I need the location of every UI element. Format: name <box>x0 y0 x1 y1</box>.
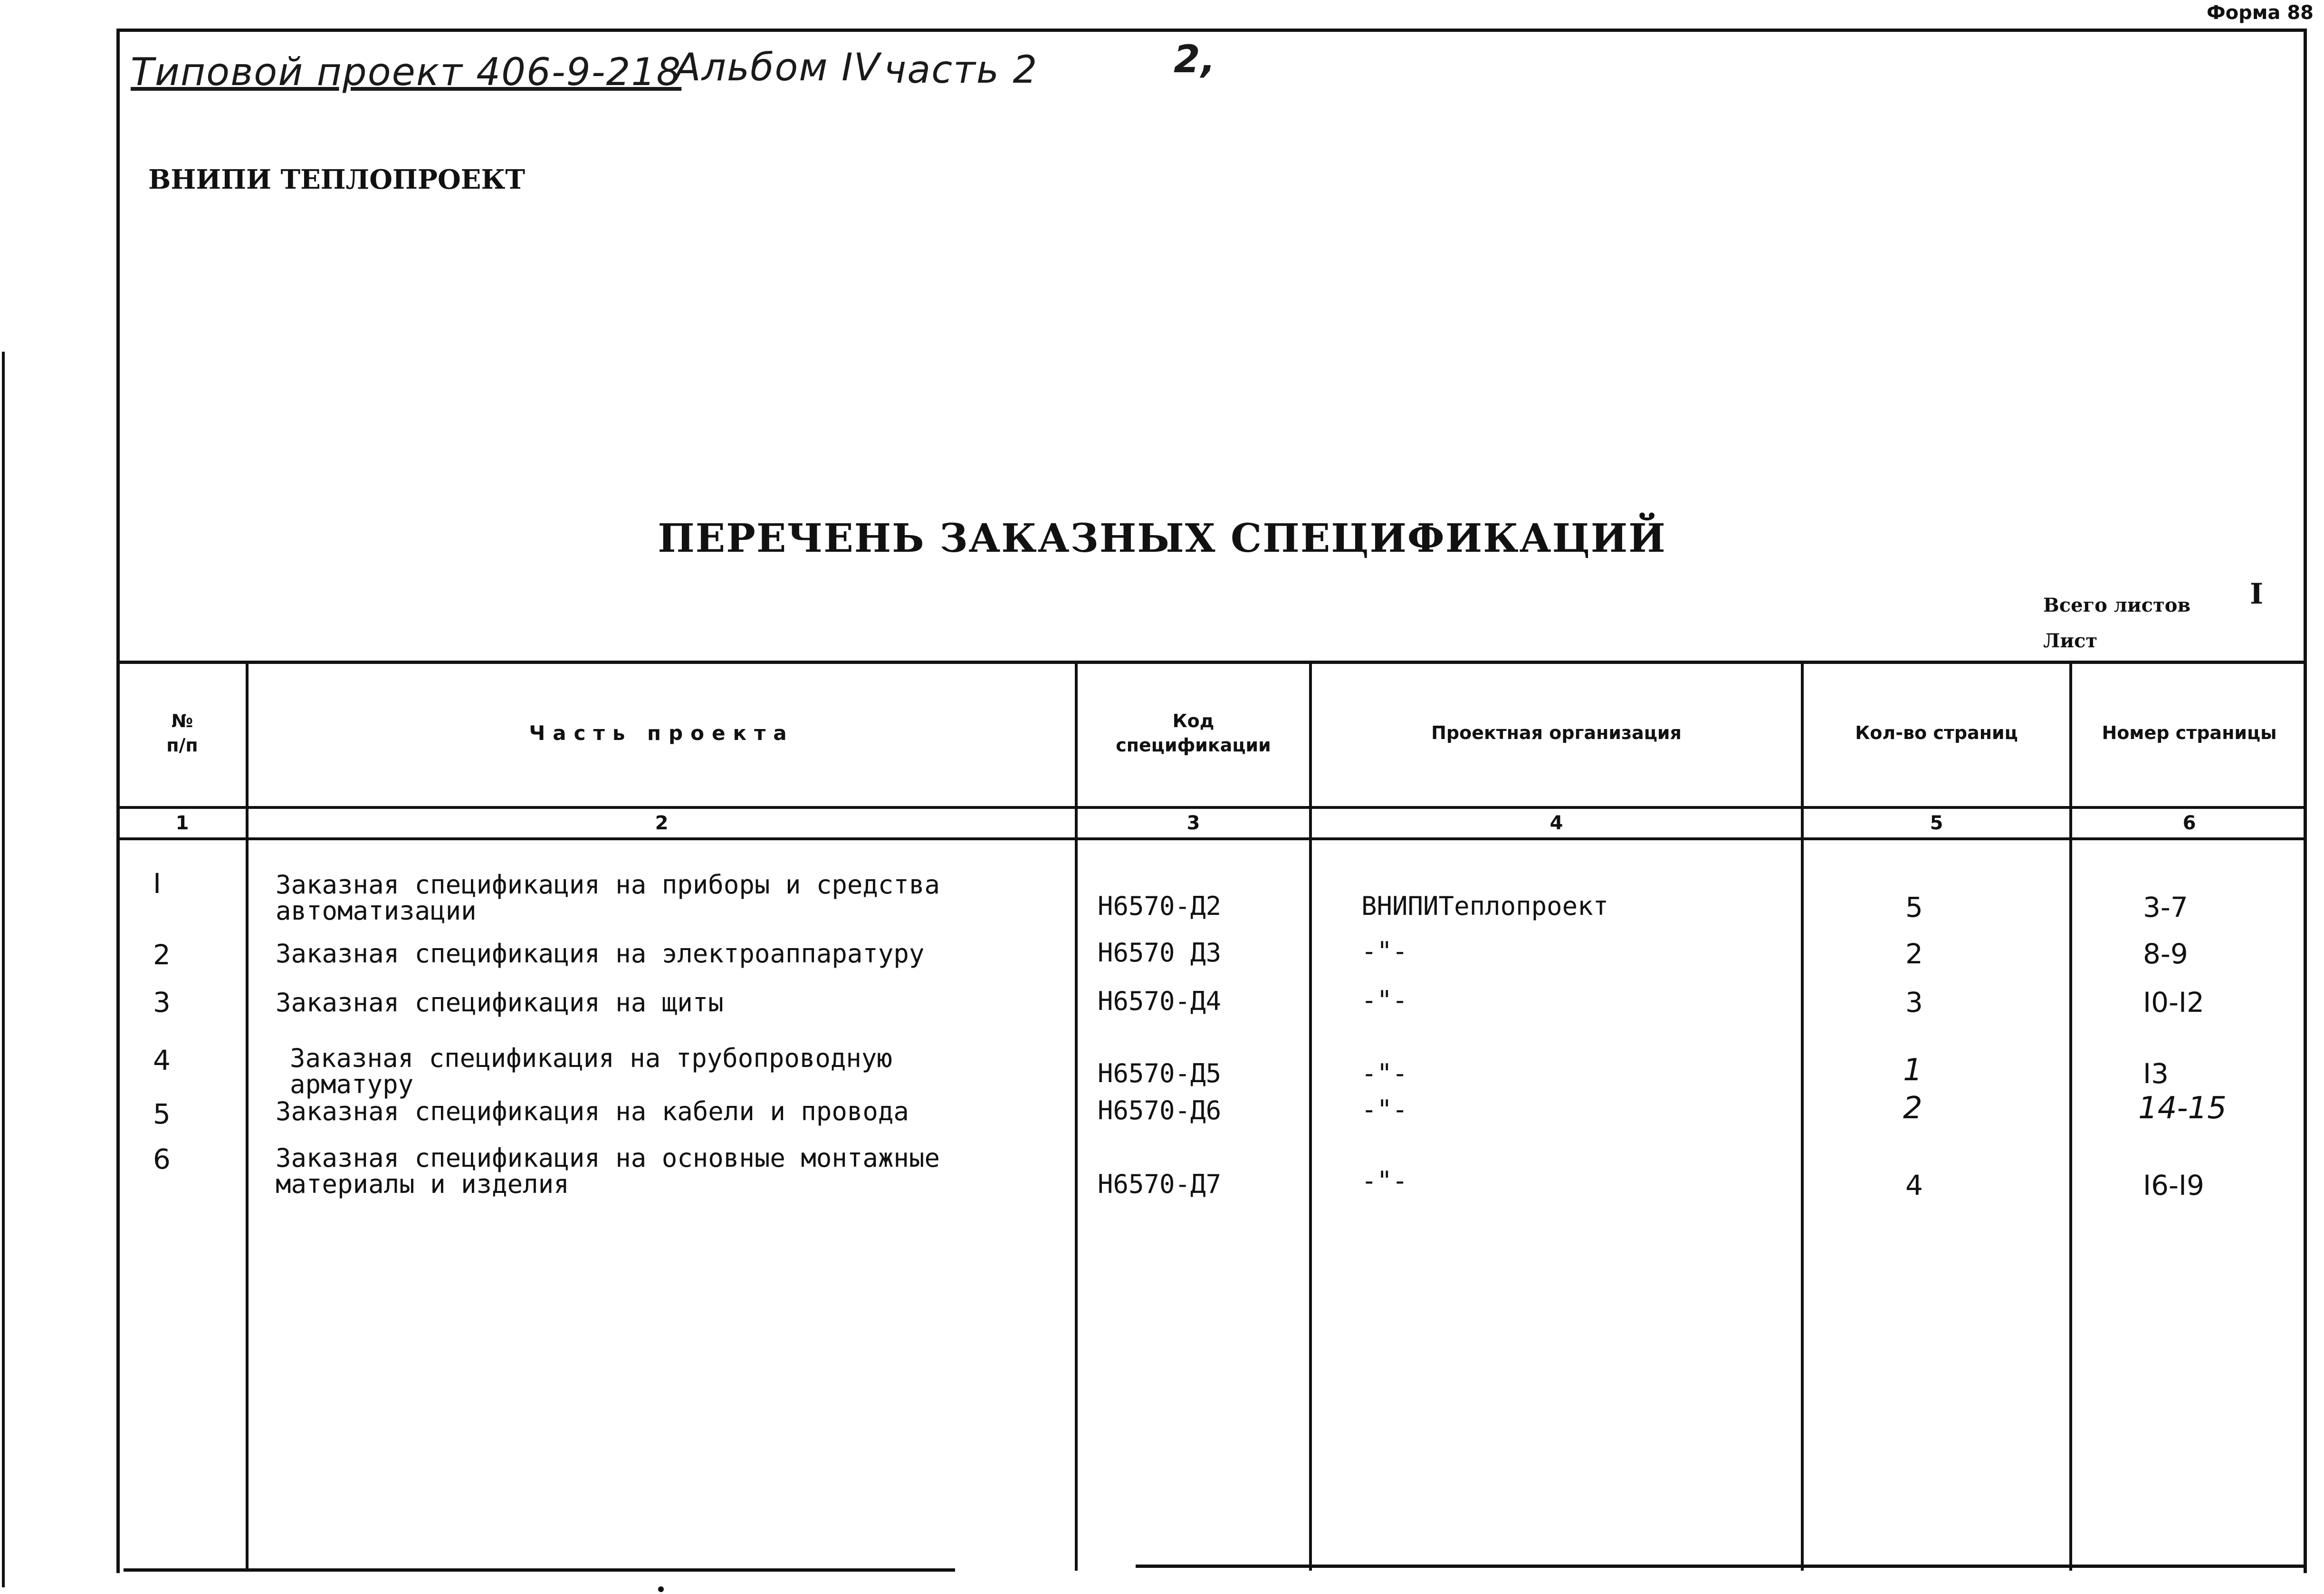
handwritten-project-id: Типовой проект 406-9-218 <box>131 50 682 94</box>
handwritten-album: Альбом IV <box>675 45 881 89</box>
table-row-part: Заказная спецификация на приборы и средства <box>276 870 940 900</box>
table-row-page-num: 8-9 <box>2143 938 2188 970</box>
table-row-pages: 4 <box>1905 1169 1923 1201</box>
table-row-code: Н6570-Д6 <box>1098 1095 1222 1125</box>
table-row-org: -"- <box>1361 1095 1408 1124</box>
table-row-code: Н6570-Д5 <box>1098 1058 1222 1088</box>
table-row-part: Заказная спецификация на электроаппаратуру <box>276 939 925 969</box>
column-number: 4 <box>1549 812 1563 834</box>
header-pages: Кол-во страниц <box>1855 722 2018 744</box>
table-row-org: -"- <box>1361 1166 1408 1196</box>
table-row-page-num: 14-15 <box>2138 1091 2227 1126</box>
table-row-pages: 1 <box>1903 1053 1922 1088</box>
specifications-table <box>119 661 2306 1571</box>
table-row-org: -"- <box>1361 936 1408 966</box>
table-row-part: Заказная спецификация на основные монтажные <box>276 1143 940 1173</box>
table-row-num: I <box>153 867 162 900</box>
table-row-code: Н6570-Д4 <box>1098 986 1222 1016</box>
table-row-pages: 2 <box>1905 938 1923 970</box>
handwritten-part: часть 2 <box>884 48 1038 92</box>
column-number: 1 <box>175 812 189 834</box>
table-row-part-cont: автоматизации <box>276 896 477 926</box>
table-row-num: 3 <box>153 986 171 1018</box>
handwritten-number: 2, <box>1174 37 1217 81</box>
table-row-page-num: I0-I2 <box>2143 986 2204 1018</box>
table-row-num: 2 <box>153 939 171 971</box>
table-row-org: -"- <box>1361 985 1408 1015</box>
organization-name: ВНИПИ ТЕПЛОПРОЕКТ <box>148 164 526 195</box>
header-num: № п/п <box>166 710 198 756</box>
table-row-part: Заказная спецификация на трубопроводную <box>290 1043 892 1073</box>
column-number: 2 <box>655 812 669 834</box>
header-code: Код спецификации <box>1116 710 1271 756</box>
table-row-part-cont: арматуру <box>290 1069 414 1099</box>
header-org: Проектная организация <box>1431 722 1682 744</box>
header-page-num: Номер страницы <box>2102 722 2277 744</box>
table-row-part: Заказная спецификация на кабели и провода <box>276 1096 909 1126</box>
sheets-total-label: Всего листов <box>2043 594 2191 616</box>
sheet-label: Лист <box>2043 630 2098 652</box>
column-number: 5 <box>1930 812 1943 834</box>
table-row-page-num: 3-7 <box>2143 891 2188 923</box>
colnum-rule <box>119 837 2306 840</box>
table-row-num: 5 <box>153 1098 171 1130</box>
table-bottom-rule <box>1136 1565 2306 1568</box>
table-row-pages: 3 <box>1905 986 1923 1018</box>
table-row-part-cont: материалы и изделия <box>276 1169 569 1199</box>
table-row-code: Н6570 Д3 <box>1098 938 1222 968</box>
table-row-num: 4 <box>153 1044 171 1076</box>
sheets-total-value: I <box>2250 577 2264 611</box>
table-row-pages: 2 <box>1903 1091 1922 1126</box>
table-row-page-num: I6-I9 <box>2143 1169 2204 1201</box>
page-title: ПЕРЕЧЕНЬ ЗАКАЗНЫХ СПЕЦИФИКАЦИЙ <box>658 516 1666 561</box>
table-bottom-rule <box>124 1568 955 1572</box>
header-part: Часть проекта <box>529 721 794 745</box>
column-number: 6 <box>2182 812 2196 834</box>
column-number: 3 <box>1186 812 1200 834</box>
table-row-part: Заказная спецификация на щиты <box>276 988 724 1018</box>
table-row-num: 6 <box>153 1143 171 1175</box>
table-row-org: ВНИПИТеплопроект <box>1361 891 1609 921</box>
table-row-pages: 5 <box>1905 891 1923 923</box>
table-row-code: Н6570-Д2 <box>1098 891 1222 921</box>
form-label: Форма 88 <box>2206 2 2314 24</box>
table-row-code: Н6570-Д7 <box>1098 1169 1222 1199</box>
table-row-org: -"- <box>1361 1058 1408 1088</box>
table-row-page-num: I3 <box>2143 1057 2169 1090</box>
scan-speck <box>658 1586 664 1592</box>
